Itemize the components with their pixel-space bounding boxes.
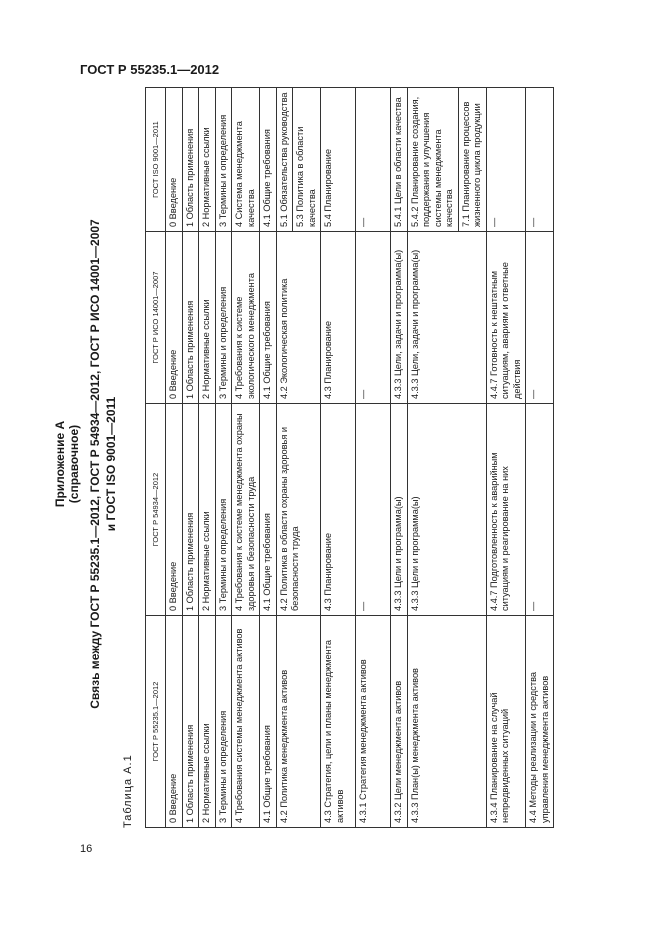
table-cell: — (526, 88, 554, 232)
table-cell: 4.3 Планирование (321, 232, 356, 404)
table-cell: 0 Введение (166, 404, 183, 616)
table-cell: 2 Нормативные ссылки (199, 404, 216, 616)
appendix-note: (справочное) (67, 424, 81, 504)
table-title-line-1: Связь между ГОСТ Р 55235.1—2012, ГОСТ Р 54934—2012, ГОСТ Р ИСО 14001—2007 (88, 219, 102, 709)
table-cell: 5.4 Планирование (321, 88, 356, 232)
table-header-row (146, 88, 166, 828)
table-row (407, 88, 458, 828)
table-cell: 4.4.7 Готовность к нештатным ситуациям, авариям и ответные действия (486, 232, 526, 404)
table-cell: 4.3.3 Цели, задачи и программа(ы) (407, 232, 486, 404)
table-row (526, 88, 554, 828)
table-cell: 4.3.3 Цели, задачи и программа(ы) (391, 232, 408, 404)
table-row (486, 88, 526, 828)
table-cell: 4.1 Общие требования (260, 616, 277, 828)
table-cell: 3 Термины и определения (215, 404, 232, 616)
column-header: ГОСТ Р 55235.1—2012 (146, 616, 166, 828)
table-cell: 2 Нормативные ссылки (199, 88, 216, 232)
table-cell: — (526, 232, 554, 404)
table-cell: — (356, 404, 391, 616)
column-header: ГОСТ Р ИСО 14001—2007 (146, 232, 166, 404)
column-header: ГОСТ Р 54934—2012 (146, 404, 166, 616)
table-cell: 2 Нормативные ссылки (199, 232, 216, 404)
table-cell: 4.2 Экологическая политика (276, 232, 321, 404)
table-row (215, 88, 232, 828)
table-cell: 7.1 Планирование процессов жизненного цикла продукции (458, 88, 486, 232)
table-title-line-2: и ГОСТ ISO 9001—2011 (104, 396, 118, 532)
table-cell: 0 Введение (166, 88, 183, 232)
table-cell: 4.3.3 План(ы) менеджмента активов (407, 616, 486, 828)
table-cell: 4.3.4 Планирование на случай непредвиденных ситуаций (486, 616, 526, 828)
table-cell: 3 Термины и определения (215, 616, 232, 828)
table-cell: 5.4.1 Цели в области качества (391, 88, 408, 232)
table-cell: — (356, 88, 391, 232)
table-cell: 4.3.3 Цели и программа(ы) (391, 404, 408, 616)
page-number: 16 (80, 843, 93, 855)
table-cell: 4.3.1 Стратегия менеджмента активов (356, 616, 391, 828)
table-cell: 5.1 Обязательства руководства (276, 88, 293, 232)
table-row (199, 88, 216, 828)
table-cell: — (526, 404, 554, 616)
table-cell: 0 Введение (166, 616, 183, 828)
table-cell: 4.4 Методы реализации и средства управления менеджмента активов (526, 616, 554, 828)
table-cell: 4.4.7 Подготовленность к аварийным ситуациям и реагирование на них (486, 404, 526, 616)
table-cell: 4.3 Стратегия, цели и планы менеджмента активов (321, 616, 356, 828)
table-row (182, 88, 199, 828)
table-row (166, 88, 183, 828)
table-cell: 4.1 Общие требования (260, 404, 277, 616)
table-cell: 3 Термины и определения (215, 232, 232, 404)
appendix-label: Приложение А (53, 420, 67, 508)
table-row (391, 88, 408, 828)
table-cell: 1 Область применения (182, 404, 199, 616)
table-cell: 4.2 Политика в области охраны здоровья и безопасности труда (276, 404, 321, 616)
table-cell: 4 Требования системы менеджмента активов (232, 616, 260, 828)
table-cell: 1 Область применения (182, 88, 199, 232)
table-cell: 4 Требования к системе менеджмента охраны здоровья и безопасности труда (232, 404, 260, 616)
table-cell: 5.4.2 Планирование создания, поддержания и улучшения системы менеджмента качества (407, 88, 458, 232)
rotated-content (51, 86, 625, 842)
table-cell: 4.1 Общие требования (260, 232, 277, 404)
table-cell: 4.3 Планирование (321, 404, 356, 616)
table-cell: 4.3.2 Цели менеджмента активов (391, 616, 408, 828)
table-cell: — (486, 88, 526, 232)
table-title (87, 86, 119, 842)
table-cell: — (356, 232, 391, 404)
table-cell: 4.1 Общие требования (260, 88, 277, 232)
table-row (232, 88, 260, 828)
table-row (276, 88, 293, 828)
mapping-table (145, 87, 554, 828)
table-cell: 4 Требования к системе экологического менеджмента (232, 232, 260, 404)
table-cell: 5.3 Политика в области качества (293, 88, 321, 232)
table-row (356, 88, 391, 828)
table-cell: 1 Область применения (182, 232, 199, 404)
table-cell: 4.3.3 Цели и программа(ы) (407, 404, 486, 616)
table-cell: 2 Нормативные ссылки (199, 616, 216, 828)
table-cell: 1 Область применения (182, 616, 199, 828)
table-cell: 4 Система менеджмента качества (232, 88, 260, 232)
table-caption: Таблица А.1 (122, 754, 134, 828)
table-row (260, 88, 277, 828)
table-cell: 3 Термины и определения (215, 88, 232, 232)
table-cell: 0 Введение (166, 232, 183, 404)
table-row (321, 88, 356, 828)
column-header: ГОСТ ISO 9001—2011 (146, 88, 166, 232)
page-header: ГОСТ Р 55235.1—2012 (80, 62, 220, 77)
table-cell: 4.2 Политика менеджмента активов (276, 616, 321, 828)
